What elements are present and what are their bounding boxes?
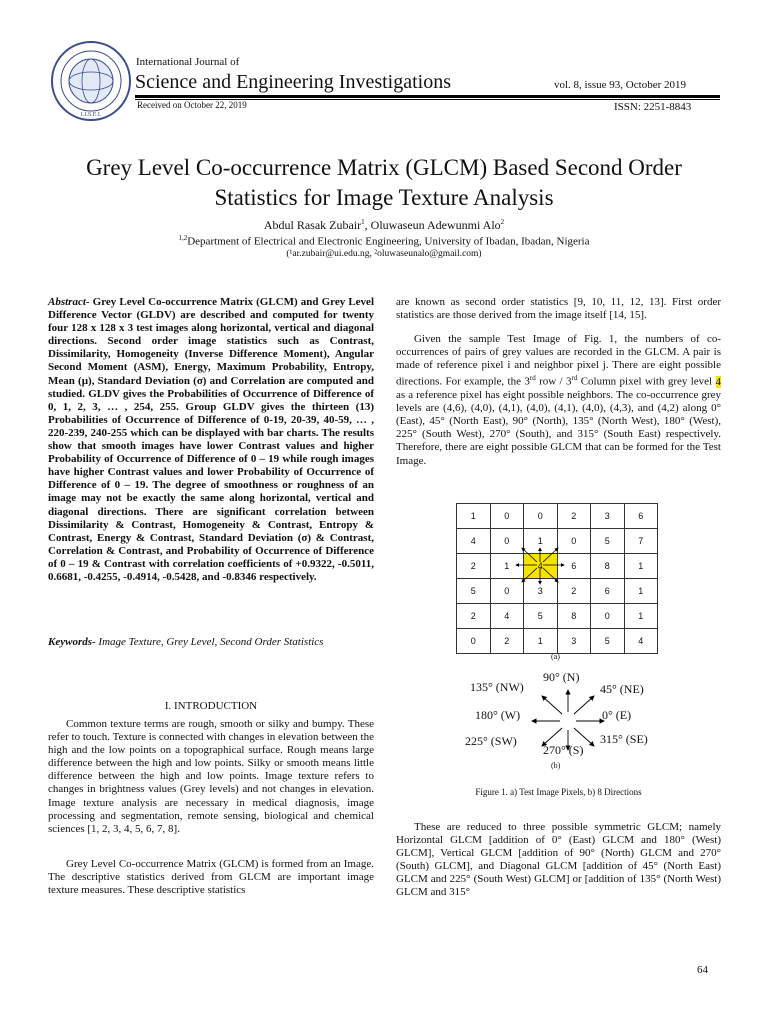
title-line-2: Statistics for Image Texture Analysis [214, 185, 554, 210]
abstract [48, 296, 374, 584]
reference-pixel: 4 [524, 554, 558, 579]
intro-paragraph-1: Common texture terms are rough, smooth or silky and bumpy. These refer to touch. Texture is connected with changes in elevation between the high and the low points on a topographical surface. Rough means large difference between the high and low points. Silky or smooth means little difference between the high and low points. Image texture refers to changes in brightness values (Grey levels) and not changes in elevation. Image texture analysis are necessary in medical diagnosis, image processing and segmentation, remote sensing, biological and chemical sciences [1, 2, 3, 4, 5, 6, 7, 8]. [48, 718, 374, 835]
journal-name-small: International Journal of [136, 56, 240, 68]
affiliation: $^{1,2}$Department of Electrical and Electronic Engineering, University of Ibadan, Ibadan, Nigeria [178, 234, 590, 248]
svg-text:I.J.S.E.I.: I.J.S.E.I. [80, 112, 102, 118]
volume-info: vol. 8, issue 93, October 2019 [554, 79, 686, 91]
issn: ISSN: 2251-8843 [614, 101, 692, 113]
keywords-label: Keywords- [48, 636, 96, 648]
journal-name: Science and Engineering Investigations [135, 71, 452, 93]
right-paragraph-1: are known as second order statistics [9, 10, 11, 12, 13]. First order statistics are those derived from the image itself [14, 15]. [396, 296, 721, 322]
figure-label-a: (a) [551, 652, 560, 661]
grid-direction-arrows [500, 540, 580, 590]
direction-west: 180° (W) [475, 708, 521, 722]
abstract-label: Abstract [48, 296, 86, 308]
author-1: Abdul Rasak Zubair [263, 218, 362, 232]
paper-title [40, 153, 728, 213]
highlighted-value: 4 [715, 375, 721, 388]
received-date: Received on October 22, 2019 [137, 100, 247, 110]
author-emails: (¹ar.zubair@ui.edu.ng, ²oluwaseunalo@gmail.com) [286, 249, 482, 259]
abstract-text: - Grey Level Co-occurrence Matrix (GLCM) and Grey Level Difference Vector (GLDV) are described and computed for twenty four 128 x 128 x 3 test images along horizontal, vertical and diagonal directions. Second order image statistics such as Contrast, Dissimilarity, Homogeneity (Inverse Difference Moment), Angular Second Moment (ASM), Energy, Maximum Probability, Entropy, Mean (µ), Standard Deviation (σ) and Correlation are computed and studied. GLDV gives the Probabilities of Occurrence of Difference of 0, 1, 2, 3, … , 254, 255. Group GLDV gives the thirteen (13) Probabilities of Occurrence of Difference of 0-19, 20-39, 40-59, … , 220-239, 240-255 which can be displayed with bar charts. The results show that smooth images have lower Contrast values and higher Probability of Occurrence of Difference of 0 – 19 while rough images have higher Contrast values and lower Probability of Occurrence of Difference of 0 – 19. The degree of smoothness or roughness of an image may not be exactly the same along horizontal, vertical and diagonal directions. There are significant correlation between Dissimilarity & Contrast, Homogeneity & Contrast, Entropy & Contrast, Energy & Contrast, Standard Deviation (σ) & Contrast, Correlation & Contrast, and Probability of Occurrence of Difference of 0 – 19 & Contrast with correlation coefficients of +0.9322, -0.5011, 0.6681, -0.4255, -0.4914, -0.5428, and -0.8346 respectively. [48, 296, 374, 583]
right-paragraph-3: These are reduced to three possible symmetric GLCM; namely Horizontal GLCM [addition of 0° (East) GLCM and 180° (West) GLCM], Vertical GLCM [addition of 90° (North) GLCM and 270° (South) GLCM], and Diagonal GLCM [addition of 45° (North East) GLCM and 225° (South West) GLCM] or [addition of 135° (North West) GLCM and 315° [396, 821, 721, 899]
direction-southeast: 315° (SE) [600, 732, 648, 746]
direction-northwest: 135° (NW) [470, 680, 524, 694]
journal-logo [50, 40, 132, 122]
section-heading-introduction: I. INTRODUCTION [164, 700, 258, 712]
figure-caption: Figure 1. a) Test Image Pixels, b) 8 Directions [475, 787, 642, 797]
direction-east: 0° (E) [602, 708, 632, 722]
header-rule [135, 95, 720, 98]
author-2: Oluwaseun Adewunmi Alo [370, 218, 501, 232]
direction-northeast: 45° (NE) [600, 682, 644, 696]
figure-label-b: (b) [551, 761, 561, 770]
title-line-1: Grey Level Co-occurrence Matrix (GLCM) Based Second Order [86, 155, 682, 180]
direction-north: 90° (N) [543, 670, 580, 684]
page-number: 64 [697, 964, 708, 976]
right-paragraph-2: Given the sample Test Image of Fig. 1, the numbers of co-occurrences of pairs of grey values are recorded in the GLCM. A pair is made of reference pixel i and neighbor pixel j. There are eight possible directions. For example, the 3rd row / 3rd Column pixel with grey level 4 as a reference pixel has eight possible neighbors. The co-occurrence grey levels are (4,6), (4,0), (4,1), (4,0), (4,1), (4,0), (4,3), and (4,2) along 0° (East), 45° (North East), 90° (North), 135° (North West), 180° (West), 225° (South West), 270° (South), and 315° (South East) respectively. Therefore, there are eight possible GLCM that can be formed for the Test Image. [396, 333, 721, 467]
direction-southwest: 225° (SW) [465, 734, 517, 748]
direction-south: 270° (S) [543, 743, 584, 757]
keywords [48, 636, 374, 649]
test-image-grid: 1 0 0 2 3 6 4 0 1 0 5 7 2 1 4 6 8 1 5 0 3 2 6 1 2 4 5 8 0 1 0 2 1 3 5 4 [456, 503, 658, 654]
keywords-text: Image Texture, Grey Level, Second Order Statistics [95, 636, 324, 648]
authors: Abdul Rasak Zubair$^1$, Oluwaseun Adewunmi Alo$^2$ [263, 218, 505, 232]
intro-paragraph-2: Grey Level Co-occurrence Matrix (GLCM) is formed from an Image. The descriptive statistics derived from GLCM are important image texture measures. These descriptive statistics [48, 858, 374, 897]
